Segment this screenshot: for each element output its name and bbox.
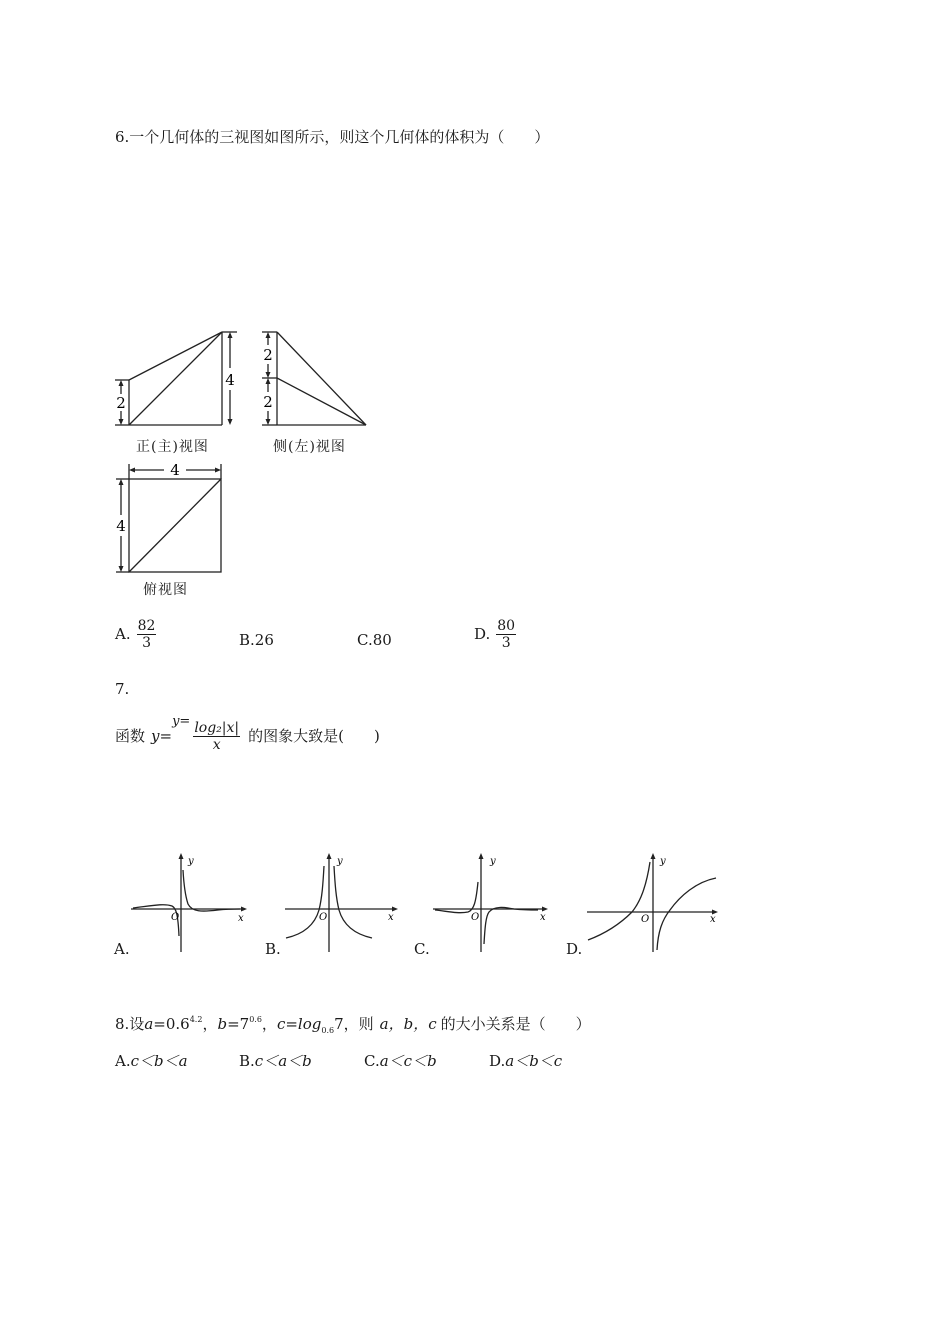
graph-c-x-label: x xyxy=(540,912,546,923)
q6-option-a[interactable] xyxy=(115,614,156,654)
q8-tail-vars: a，b，c xyxy=(379,1015,437,1033)
q8-tail2: 的大小关系是（ ） xyxy=(440,1015,591,1033)
side-top-dim: 2 xyxy=(263,346,273,364)
q8-tail1: ，则 xyxy=(343,1015,374,1033)
q7-y-var-formula: y= xyxy=(172,714,191,729)
option-a-denominator: 3 xyxy=(142,634,151,651)
q7-graph-a xyxy=(128,850,250,954)
graph-a-x-label: x xyxy=(238,913,244,924)
graph-a-origin: O xyxy=(171,912,180,923)
top-width-dim: 4 xyxy=(170,461,180,479)
q7-fraction xyxy=(193,720,240,753)
q8-b-val: =7 xyxy=(227,1015,250,1033)
q6-option-c[interactable]: C.80 xyxy=(357,631,392,649)
q7-suffix: 的图象大致是( ) xyxy=(248,727,380,745)
q7-number: 7. xyxy=(115,680,130,698)
graph-c-origin: O xyxy=(471,912,480,923)
front-left-dim: 2 xyxy=(116,394,126,412)
front-view-diagram xyxy=(112,326,242,436)
front-right-dim: 4 xyxy=(225,371,235,389)
q7-graph-b xyxy=(282,850,404,954)
q8-option-b-label: B. xyxy=(239,1052,255,1070)
q7-y-var: y= xyxy=(151,727,173,745)
front-view-caption: 正(主)视图 xyxy=(136,439,209,455)
q8-lead: 8.设 xyxy=(115,1015,145,1033)
graph-d-y-label: y xyxy=(660,856,666,867)
q8-sep1: ， xyxy=(202,1015,218,1033)
q7-graph-d xyxy=(584,850,722,954)
q7-graph-d-label[interactable]: D. xyxy=(566,940,583,958)
side-view-caption: 侧(左)视图 xyxy=(273,439,346,455)
q6-option-b[interactable]: B.26 xyxy=(239,631,274,649)
q7-numerator: log₂|x| xyxy=(194,719,240,736)
top-view-caption: 俯视图 xyxy=(143,582,188,598)
q8-option-d-expr: a＜b＜c xyxy=(505,1052,563,1070)
option-d-numerator: 80 xyxy=(497,617,516,634)
q8-c-eq: = xyxy=(285,1015,298,1033)
top-height-dim: 4 xyxy=(116,517,126,535)
q8-option-a-expr: c＜b＜a xyxy=(130,1052,188,1070)
graph-a-y-label: y xyxy=(188,856,194,867)
q7-graph-a-label[interactable]: A. xyxy=(114,940,130,958)
q8-a-exp: 4.2 xyxy=(189,1015,203,1024)
q8-b-exp: 0.6 xyxy=(249,1015,262,1024)
graph-b-x-label: x xyxy=(388,912,394,923)
graph-d-x-label: x xyxy=(710,914,716,925)
q8-stem xyxy=(115,1015,591,1036)
option-d-label: D. xyxy=(474,625,491,643)
q8-option-d-label: D. xyxy=(489,1052,506,1070)
option-a-label: A. xyxy=(115,625,131,643)
q8-option-a[interactable] xyxy=(115,1052,188,1070)
graph-c-y-label: y xyxy=(490,856,496,867)
q7-prefix: 函数 xyxy=(115,727,146,745)
option-d-denominator: 3 xyxy=(501,634,511,651)
q8-log-base: 0.6 xyxy=(321,1026,335,1035)
option-a-fraction xyxy=(137,618,157,651)
q8-log-word: log xyxy=(297,1015,322,1033)
q6-option-d[interactable] xyxy=(474,614,516,654)
q8-log-arg: 7 xyxy=(334,1015,344,1033)
graph-b-y-label: y xyxy=(337,856,343,867)
side-bottom-dim: 2 xyxy=(263,393,273,411)
graph-d-origin: O xyxy=(641,914,650,925)
q8-option-a-label: A. xyxy=(115,1052,131,1070)
q7-graph-c-label[interactable]: C. xyxy=(414,940,430,958)
q7-denominator: x xyxy=(212,736,221,753)
q8-option-c-expr: a＜c＜b xyxy=(379,1052,437,1070)
side-view-diagram xyxy=(256,326,372,436)
q7-graph-c xyxy=(430,850,552,954)
option-d-fraction xyxy=(496,618,516,651)
q8-c-var: c xyxy=(276,1015,286,1033)
graph-b-origin: O xyxy=(319,912,328,923)
q7-stem xyxy=(115,713,380,759)
q8-a-val: =0.6 xyxy=(153,1015,190,1033)
q8-b-var: b xyxy=(217,1015,228,1033)
q8-option-c-label: C. xyxy=(364,1052,380,1070)
q7-graph-b-label[interactable]: B. xyxy=(265,940,281,958)
q8-option-c[interactable] xyxy=(364,1052,437,1070)
option-a-numerator: 82 xyxy=(137,617,156,634)
q8-a-var: a xyxy=(144,1015,154,1033)
q8-option-b[interactable] xyxy=(239,1052,312,1070)
q8-option-b-expr: c＜a＜b xyxy=(254,1052,312,1070)
q8-option-d[interactable] xyxy=(489,1052,562,1070)
top-view-diagram xyxy=(112,460,230,578)
q6-stem: 6.一个几何体的三视图如图所示，则这个几何体的体积为（ ） xyxy=(115,128,550,146)
q8-sep2: ， xyxy=(261,1015,277,1033)
